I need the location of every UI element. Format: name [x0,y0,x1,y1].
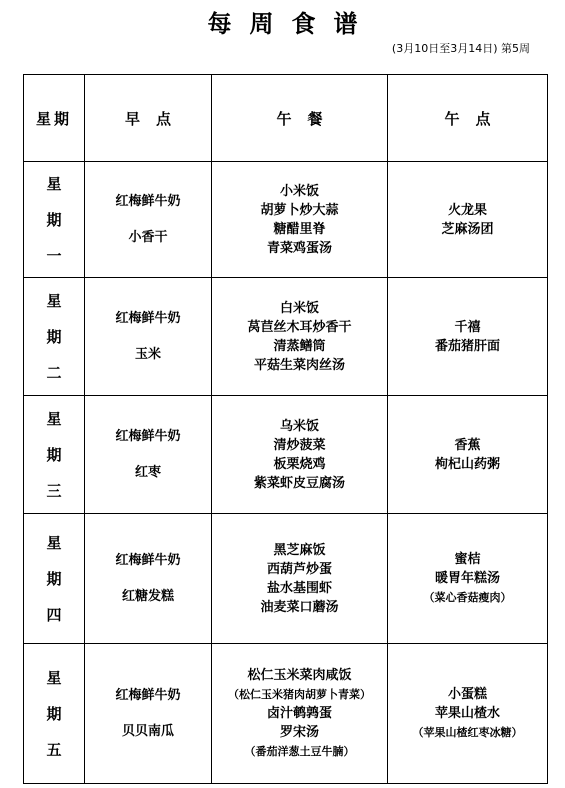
menu-item: 红糖发糕 [121,588,174,604]
table-row [24,162,548,278]
menu-item: 油麦菜口蘑汤 [260,599,339,615]
day-char: 期 [46,327,62,346]
day-char: 星 [46,291,62,310]
menu-item: 玉米 [134,346,161,362]
menu-item: 贝贝南瓜 [121,723,174,739]
snack-cell [388,514,548,644]
week-range-subtitle: (3月10日至3月14日) 第5周 [391,42,530,55]
menu-item: 香蕉 [454,437,481,453]
day-char: 三 [46,481,62,500]
table-row [24,278,548,396]
table-row [24,644,548,784]
menu-item: 番茄猪肝面 [434,338,500,354]
day-cell [24,644,85,784]
breakfast-cell [85,514,212,644]
day-cell [24,278,85,396]
menu-item: 红枣 [134,464,161,480]
breakfast-cell [85,162,212,278]
spacer [85,211,211,229]
menu-item: 红梅鲜牛奶 [115,310,181,326]
table-row [24,514,548,644]
header-breakfast: 早点 [85,75,212,162]
menu-item: 红梅鲜牛奶 [115,428,181,444]
lunch-cell [212,514,388,644]
day-char: 星 [46,668,62,687]
menu-item: 火龙果 [447,202,487,218]
table-header-row [24,75,548,162]
day-char: 四 [46,605,62,624]
spacer [85,570,211,588]
menu-item: （番茄洋葱土豆牛腩） [244,745,355,758]
menu-item: 盐水基围虾 [266,580,332,596]
day-char: 一 [46,246,62,265]
day-char: 期 [46,210,62,229]
day-char: 星 [46,533,62,552]
menu-item: 白米饭 [279,300,319,316]
snack-cell [388,644,548,784]
lunch-cell [212,162,388,278]
lunch-cell [212,278,388,396]
day-cell [24,396,85,514]
spacer [85,446,211,464]
menu-item: 西葫芦炒蛋 [266,561,332,577]
day-cell [24,514,85,644]
table-row [24,396,548,514]
menu-item: 清蒸鳝筒 [273,338,326,354]
menu-item: 暖胃年糕汤 [434,571,500,586]
menu-item: 苹果山楂水 [434,706,500,721]
lunch-cell [212,396,388,514]
lunch-cell [212,644,388,784]
day-char: 期 [46,569,62,588]
breakfast-cell [85,644,212,784]
menu-body [24,162,548,784]
header-snack: 午点 [388,75,548,162]
menu-item: 红梅鲜牛奶 [115,193,181,209]
header-lunch: 午餐 [212,75,388,162]
day-cell [24,162,85,278]
spacer [85,705,211,723]
day-char: 星 [46,409,62,428]
day-char: 五 [46,740,62,759]
page-title: 每周食谱 [207,9,376,38]
menu-item: 千禧 [454,319,481,335]
header-day: 星期 [24,75,85,162]
snack-cell [388,396,548,514]
spacer [85,328,211,346]
menu-item: （松仁玉米猪肉胡萝卜青菜） [228,688,371,701]
menu-item: 卤汁鹌鹑蛋 [266,706,332,721]
snack-cell [388,278,548,396]
menu-item: 红梅鲜牛奶 [115,687,181,703]
menu-item: 枸杞山药粥 [434,456,500,472]
menu-item: 青菜鸡蛋汤 [266,240,332,256]
menu-item: 板栗烧鸡 [273,456,326,472]
menu-item: 胡萝卜炒大蒜 [260,202,339,218]
menu-item: 红梅鲜牛奶 [115,552,181,568]
menu-item: 莴苣丝木耳炒香干 [247,319,352,335]
menu-item: 小米饭 [279,183,319,199]
weekly-menu-table [23,74,548,784]
day-char: 二 [46,363,62,382]
menu-item: 乌米饭 [279,418,319,434]
menu-item: 小蛋糕 [447,687,487,702]
menu-item: 芝麻汤团 [441,221,494,237]
menu-item: 平菇生菜肉丝汤 [253,357,345,373]
day-char: 星 [46,174,62,193]
menu-item: 罗宋汤 [279,725,319,740]
menu-item: （菜心香菇瘦肉） [423,591,512,604]
menu-item: 黑芝麻饭 [273,542,326,558]
day-char: 期 [46,445,62,464]
menu-item: 松仁玉米菜肉咸饭 [247,668,352,683]
menu-item: 清炒菠菜 [273,437,326,453]
snack-cell [388,162,548,278]
menu-item: 糖醋里脊 [273,221,326,237]
menu-item: （苹果山楂红枣冰糖） [412,726,523,739]
menu-item: 小香干 [128,229,168,245]
menu-item: 蜜桔 [454,552,481,567]
breakfast-cell [85,278,212,396]
breakfast-cell [85,396,212,514]
day-char: 期 [46,704,62,723]
menu-item: 紫菜虾皮豆腐汤 [253,475,345,491]
